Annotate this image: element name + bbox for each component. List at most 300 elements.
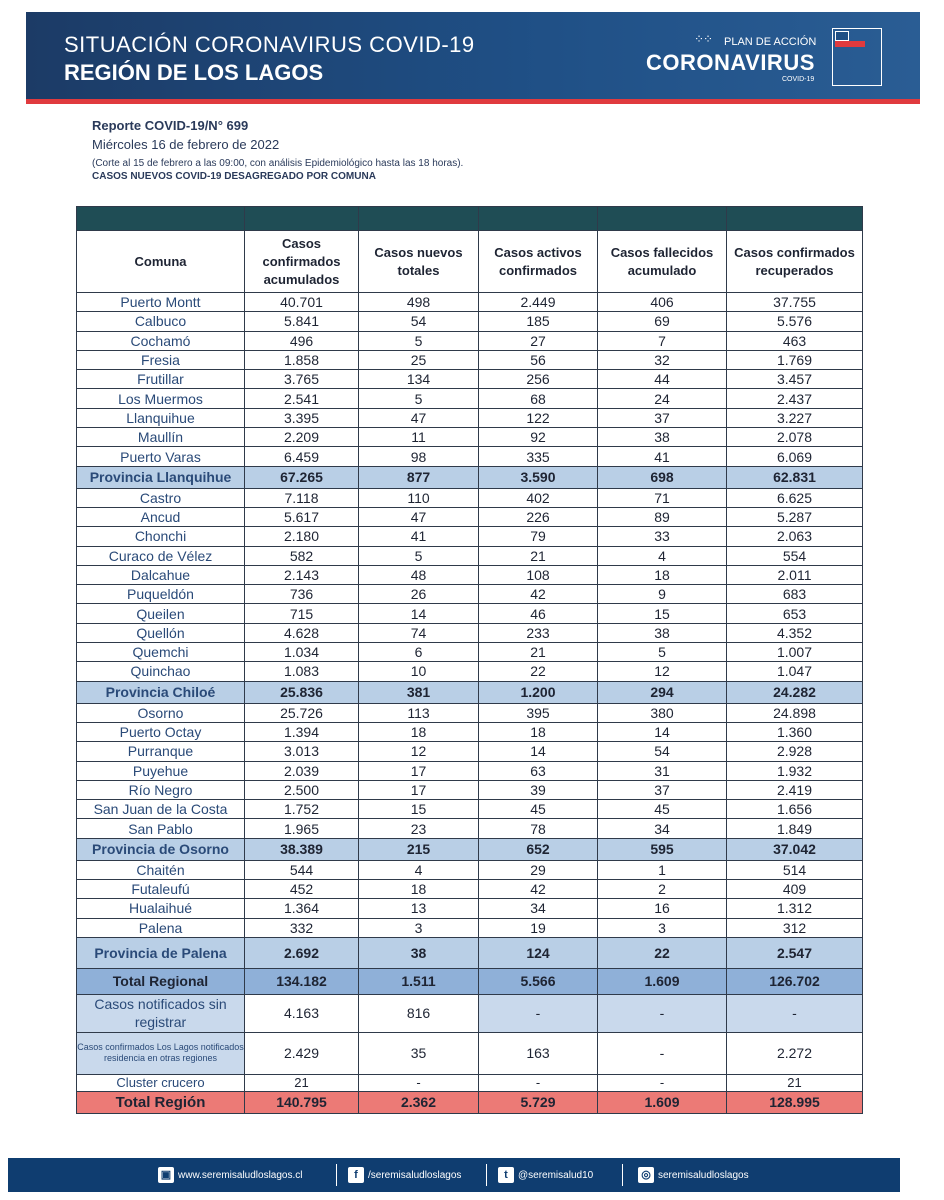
comuna-cell: Provincia de Palena bbox=[77, 937, 245, 968]
value-cell: 69 bbox=[598, 312, 727, 331]
footer-web-text: www.seremisaludloslagos.cl bbox=[178, 1169, 303, 1181]
comuna-cell: Cluster crucero bbox=[77, 1074, 245, 1091]
value-cell: 514 bbox=[727, 860, 863, 879]
report-header bbox=[26, 12, 920, 104]
value-cell: 6.625 bbox=[727, 488, 863, 507]
value-cell: 14 bbox=[479, 742, 598, 761]
value-cell: - bbox=[359, 1074, 479, 1091]
value-cell: 496 bbox=[245, 331, 359, 350]
table-row bbox=[77, 408, 863, 427]
value-cell: 2.143 bbox=[245, 565, 359, 584]
value-cell: 7.118 bbox=[245, 488, 359, 507]
value-cell: 554 bbox=[727, 546, 863, 565]
value-cell: 47 bbox=[359, 408, 479, 427]
value-cell: 41 bbox=[359, 527, 479, 546]
value-cell: 39 bbox=[479, 780, 598, 799]
value-cell: 46 bbox=[479, 604, 598, 623]
value-cell: 2.692 bbox=[245, 937, 359, 968]
report-date: Miércoles 16 de febrero de 2022 bbox=[92, 137, 280, 152]
value-cell: 17 bbox=[359, 761, 479, 780]
value-cell: 17 bbox=[359, 780, 479, 799]
comuna-cell: Puqueldón bbox=[77, 585, 245, 604]
value-cell: 34 bbox=[598, 819, 727, 838]
value-cell: 3.765 bbox=[245, 370, 359, 389]
province-subtotal-row bbox=[77, 838, 863, 860]
value-cell: 56 bbox=[479, 350, 598, 369]
value-cell: 4 bbox=[359, 860, 479, 879]
value-cell: 1.360 bbox=[727, 722, 863, 741]
comuna-cell: Puyehue bbox=[77, 761, 245, 780]
value-cell: 395 bbox=[479, 703, 598, 722]
value-cell: 4 bbox=[598, 546, 727, 565]
table-row bbox=[77, 565, 863, 584]
value-cell: 67.265 bbox=[245, 466, 359, 488]
footer-web[interactable] bbox=[158, 1167, 303, 1183]
value-cell: 1.609 bbox=[598, 968, 727, 994]
table-row bbox=[77, 703, 863, 722]
comuna-cell: Cochamó bbox=[77, 331, 245, 350]
value-cell: 5.287 bbox=[727, 507, 863, 526]
table-top-band bbox=[77, 207, 863, 231]
value-cell: 5.566 bbox=[479, 968, 598, 994]
value-cell: 3.457 bbox=[727, 370, 863, 389]
comuna-cell: Casos confirmados Los Lagos notificados residencia en otras regiones bbox=[77, 1032, 245, 1074]
comuna-cell: Quellón bbox=[77, 623, 245, 642]
table-row bbox=[77, 370, 863, 389]
table-row bbox=[77, 331, 863, 350]
value-cell: 1.932 bbox=[727, 761, 863, 780]
value-cell: 5 bbox=[359, 546, 479, 565]
value-cell: 14 bbox=[598, 722, 727, 741]
value-cell: - bbox=[727, 994, 863, 1032]
table-row bbox=[77, 507, 863, 526]
column-header: Casos activos confirmados bbox=[479, 231, 598, 293]
table-row bbox=[77, 722, 863, 741]
report-meta bbox=[92, 118, 463, 182]
value-cell: 38 bbox=[598, 428, 727, 447]
comuna-cell: Futaleufú bbox=[77, 880, 245, 899]
comuna-cell: Dalcahue bbox=[77, 565, 245, 584]
value-cell: 402 bbox=[479, 488, 598, 507]
value-cell: 63 bbox=[479, 761, 598, 780]
comuna-cell: Provincia de Osorno bbox=[77, 838, 245, 860]
table-row bbox=[77, 546, 863, 565]
table-row bbox=[77, 585, 863, 604]
value-cell: 1.047 bbox=[727, 662, 863, 681]
value-cell: 1.769 bbox=[727, 350, 863, 369]
unregistered-row bbox=[77, 994, 863, 1032]
value-cell: - bbox=[598, 1074, 727, 1091]
table-row bbox=[77, 860, 863, 879]
value-cell: 2.011 bbox=[727, 565, 863, 584]
value-cell: 18 bbox=[359, 722, 479, 741]
value-cell: 5 bbox=[359, 331, 479, 350]
value-cell: 21 bbox=[479, 546, 598, 565]
comuna-cell: Puerto Varas bbox=[77, 447, 245, 466]
comuna-cell: Hualaihué bbox=[77, 899, 245, 918]
value-cell: 37.042 bbox=[727, 838, 863, 860]
government-logo-icon bbox=[832, 28, 882, 86]
value-cell: 5.617 bbox=[245, 507, 359, 526]
value-cell: 2.063 bbox=[727, 527, 863, 546]
value-cell: - bbox=[598, 1032, 727, 1074]
table-row bbox=[77, 819, 863, 838]
value-cell: 42 bbox=[479, 880, 598, 899]
value-cell: 74 bbox=[359, 623, 479, 642]
twitter-icon: t bbox=[498, 1167, 514, 1183]
value-cell: 2.180 bbox=[245, 527, 359, 546]
table-row bbox=[77, 488, 863, 507]
value-cell: 37 bbox=[598, 408, 727, 427]
comuna-cell: Castro bbox=[77, 488, 245, 507]
value-cell: 2.500 bbox=[245, 780, 359, 799]
brand-plan-label: PLAN DE ACCIÓN bbox=[724, 36, 817, 48]
value-cell: 34 bbox=[479, 899, 598, 918]
value-cell: 463 bbox=[727, 331, 863, 350]
value-cell: 3 bbox=[359, 918, 479, 937]
value-cell: 2.209 bbox=[245, 428, 359, 447]
value-cell: 380 bbox=[598, 703, 727, 722]
value-cell: 18 bbox=[479, 722, 598, 741]
value-cell: 1.656 bbox=[727, 800, 863, 819]
value-cell: 381 bbox=[359, 681, 479, 703]
value-cell: 71 bbox=[598, 488, 727, 507]
table-row bbox=[77, 428, 863, 447]
value-cell: 2.449 bbox=[479, 293, 598, 312]
value-cell: 113 bbox=[359, 703, 479, 722]
table-row bbox=[77, 350, 863, 369]
value-cell: 54 bbox=[598, 742, 727, 761]
comuna-cell: Total Regional bbox=[77, 968, 245, 994]
comuna-cell: Ancud bbox=[77, 507, 245, 526]
value-cell: 185 bbox=[479, 312, 598, 331]
value-cell: 1.858 bbox=[245, 350, 359, 369]
value-cell: 2.928 bbox=[727, 742, 863, 761]
comuna-cell: Queilen bbox=[77, 604, 245, 623]
table-row bbox=[77, 761, 863, 780]
comuna-cell: Los Muermos bbox=[77, 389, 245, 408]
value-cell: 1.849 bbox=[727, 819, 863, 838]
dots-icon: ⁘⁘ bbox=[694, 32, 713, 46]
report-cutoff: (Corte al 15 de febrero a las 09:00, con análisis Epidemiológico hasta las 18 horas). bbox=[92, 158, 464, 169]
comuna-cell: Río Negro bbox=[77, 780, 245, 799]
comuna-cell: Provincia Llanquihue bbox=[77, 466, 245, 488]
value-cell: 35 bbox=[359, 1032, 479, 1074]
comuna-cell: Quemchi bbox=[77, 643, 245, 662]
value-cell: 10 bbox=[359, 662, 479, 681]
value-cell: 653 bbox=[727, 604, 863, 623]
comuna-cell: San Juan de la Costa bbox=[77, 800, 245, 819]
value-cell: 122 bbox=[479, 408, 598, 427]
value-cell: 134.182 bbox=[245, 968, 359, 994]
value-cell: 33 bbox=[598, 527, 727, 546]
value-cell: 2.039 bbox=[245, 761, 359, 780]
value-cell: 5.841 bbox=[245, 312, 359, 331]
province-subtotal-row bbox=[77, 466, 863, 488]
coronavirus-brand-logo bbox=[642, 30, 822, 90]
value-cell: 124 bbox=[479, 937, 598, 968]
column-header: Casos confirmados recuperados bbox=[727, 231, 863, 293]
value-cell: 3 bbox=[598, 918, 727, 937]
header-title-line1: SITUACIÓN CORONAVIRUS COVID-19 bbox=[64, 32, 475, 57]
value-cell: 9 bbox=[598, 585, 727, 604]
value-cell: 31 bbox=[598, 761, 727, 780]
value-cell: 40.701 bbox=[245, 293, 359, 312]
comuna-cell: Osorno bbox=[77, 703, 245, 722]
value-cell: 1.965 bbox=[245, 819, 359, 838]
value-cell: 736 bbox=[245, 585, 359, 604]
comuna-cell: San Pablo bbox=[77, 819, 245, 838]
value-cell: 108 bbox=[479, 565, 598, 584]
value-cell: 2 bbox=[598, 880, 727, 899]
column-header: Casos confirmados acumulados bbox=[245, 231, 359, 293]
value-cell: 2.419 bbox=[727, 780, 863, 799]
table-row bbox=[77, 918, 863, 937]
comuna-cell: Llanquihue bbox=[77, 408, 245, 427]
table-row bbox=[77, 880, 863, 899]
value-cell: - bbox=[598, 994, 727, 1032]
value-cell: 25.836 bbox=[245, 681, 359, 703]
value-cell: 12 bbox=[598, 662, 727, 681]
table-row bbox=[77, 662, 863, 681]
value-cell: 25 bbox=[359, 350, 479, 369]
value-cell: 4.352 bbox=[727, 623, 863, 642]
footer-instagram[interactable] bbox=[638, 1167, 749, 1183]
value-cell: 3.013 bbox=[245, 742, 359, 761]
comuna-cell: Frutillar bbox=[77, 370, 245, 389]
value-cell: - bbox=[479, 994, 598, 1032]
value-cell: 13 bbox=[359, 899, 479, 918]
comuna-cell: Provincia Chiloé bbox=[77, 681, 245, 703]
footer-facebook-text: /seremisaludloslagos bbox=[368, 1169, 462, 1181]
value-cell: 877 bbox=[359, 466, 479, 488]
value-cell: 62.831 bbox=[727, 466, 863, 488]
footer-twitter-text: @seremisalud10 bbox=[518, 1169, 594, 1181]
value-cell: 2.437 bbox=[727, 389, 863, 408]
value-cell: 25.726 bbox=[245, 703, 359, 722]
value-cell: 1.200 bbox=[479, 681, 598, 703]
value-cell: 452 bbox=[245, 880, 359, 899]
value-cell: 15 bbox=[359, 800, 479, 819]
value-cell: 140.795 bbox=[245, 1091, 359, 1113]
value-cell: 1.312 bbox=[727, 899, 863, 918]
value-cell: 92 bbox=[479, 428, 598, 447]
table-header-row bbox=[77, 231, 863, 293]
value-cell: 6.069 bbox=[727, 447, 863, 466]
column-header: Comuna bbox=[77, 231, 245, 293]
value-cell: 14 bbox=[359, 604, 479, 623]
report-subtitle: CASOS NUEVOS COVID-19 DESAGREGADO POR COMUNA bbox=[92, 171, 376, 182]
comuna-cell: Puerto Octay bbox=[77, 722, 245, 741]
value-cell: 409 bbox=[727, 880, 863, 899]
value-cell: 27 bbox=[479, 331, 598, 350]
value-cell: 45 bbox=[598, 800, 727, 819]
value-cell: 6.459 bbox=[245, 447, 359, 466]
value-cell: 2.078 bbox=[727, 428, 863, 447]
comuna-cell: Puerto Montt bbox=[77, 293, 245, 312]
comuna-cell: Chaitén bbox=[77, 860, 245, 879]
comuna-cell: Chonchi bbox=[77, 527, 245, 546]
comuna-cell: Casos notificados sin registrar bbox=[77, 994, 245, 1032]
value-cell: 37 bbox=[598, 780, 727, 799]
value-cell: 4.628 bbox=[245, 623, 359, 642]
comuna-cell: Palena bbox=[77, 918, 245, 937]
brand-name: CORONAVIRUS bbox=[646, 50, 815, 75]
value-cell: 312 bbox=[727, 918, 863, 937]
value-cell: 38.389 bbox=[245, 838, 359, 860]
value-cell: 44 bbox=[598, 370, 727, 389]
comuna-cell: Purranque bbox=[77, 742, 245, 761]
value-cell: 5.576 bbox=[727, 312, 863, 331]
value-cell: 1.034 bbox=[245, 643, 359, 662]
table-row bbox=[77, 623, 863, 642]
value-cell: 16 bbox=[598, 899, 727, 918]
value-cell: 18 bbox=[598, 565, 727, 584]
total-region-row bbox=[77, 1091, 863, 1113]
footer-facebook[interactable] bbox=[348, 1167, 461, 1183]
value-cell: 226 bbox=[479, 507, 598, 526]
value-cell: 21 bbox=[479, 643, 598, 662]
table-row bbox=[77, 312, 863, 331]
value-cell: 294 bbox=[598, 681, 727, 703]
total-regional-row bbox=[77, 968, 863, 994]
web-icon: ▣ bbox=[158, 1167, 174, 1183]
value-cell: 78 bbox=[479, 819, 598, 838]
value-cell: 22 bbox=[479, 662, 598, 681]
value-cell: 47 bbox=[359, 507, 479, 526]
table-row bbox=[77, 389, 863, 408]
table-row bbox=[77, 527, 863, 546]
value-cell: 652 bbox=[479, 838, 598, 860]
instagram-icon: ◎ bbox=[638, 1167, 654, 1183]
report-number: Reporte COVID-19/N° 699 bbox=[92, 118, 249, 133]
value-cell: 19 bbox=[479, 918, 598, 937]
header-title-line2: REGIÓN DE LOS LAGOS bbox=[64, 60, 324, 85]
value-cell: 1 bbox=[598, 860, 727, 879]
value-cell: 1.083 bbox=[245, 662, 359, 681]
value-cell: 816 bbox=[359, 994, 479, 1032]
table-row bbox=[77, 604, 863, 623]
value-cell: 544 bbox=[245, 860, 359, 879]
table-row bbox=[77, 899, 863, 918]
value-cell: 12 bbox=[359, 742, 479, 761]
cluster-row bbox=[77, 1074, 863, 1091]
facebook-icon: f bbox=[348, 1167, 364, 1183]
value-cell: 163 bbox=[479, 1032, 598, 1074]
value-cell: 68 bbox=[479, 389, 598, 408]
value-cell: 15 bbox=[598, 604, 727, 623]
value-cell: 5 bbox=[359, 389, 479, 408]
value-cell: 1.511 bbox=[359, 968, 479, 994]
table-row bbox=[77, 780, 863, 799]
value-cell: 54 bbox=[359, 312, 479, 331]
value-cell: 1.752 bbox=[245, 800, 359, 819]
value-cell: 89 bbox=[598, 507, 727, 526]
value-cell: 233 bbox=[479, 623, 598, 642]
value-cell: 134 bbox=[359, 370, 479, 389]
value-cell: 6 bbox=[359, 643, 479, 662]
value-cell: 110 bbox=[359, 488, 479, 507]
column-header: Casos nuevos totales bbox=[359, 231, 479, 293]
value-cell: 18 bbox=[359, 880, 479, 899]
value-cell: 2.541 bbox=[245, 389, 359, 408]
value-cell: 48 bbox=[359, 565, 479, 584]
comuna-cell: Total Región bbox=[77, 1091, 245, 1113]
value-cell: 332 bbox=[245, 918, 359, 937]
value-cell: 29 bbox=[479, 860, 598, 879]
value-cell: 3.395 bbox=[245, 408, 359, 427]
value-cell: 5 bbox=[598, 643, 727, 662]
value-cell: 38 bbox=[359, 937, 479, 968]
value-cell: 128.995 bbox=[727, 1091, 863, 1113]
comuna-cell: Fresia bbox=[77, 350, 245, 369]
value-cell: 2.272 bbox=[727, 1032, 863, 1074]
value-cell: 41 bbox=[598, 447, 727, 466]
value-cell: 3.227 bbox=[727, 408, 863, 427]
footer-bar bbox=[8, 1158, 900, 1192]
value-cell: 1.007 bbox=[727, 643, 863, 662]
comuna-cell: Curaco de Vélez bbox=[77, 546, 245, 565]
value-cell: 38 bbox=[598, 623, 727, 642]
covid-cases-table bbox=[76, 206, 863, 1114]
value-cell: 498 bbox=[359, 293, 479, 312]
value-cell: 24.282 bbox=[727, 681, 863, 703]
value-cell: 1.394 bbox=[245, 722, 359, 741]
province-subtotal-row bbox=[77, 681, 863, 703]
other-region-row bbox=[77, 1032, 863, 1074]
value-cell: 32 bbox=[598, 350, 727, 369]
value-cell: 24 bbox=[598, 389, 727, 408]
value-cell: 406 bbox=[598, 293, 727, 312]
value-cell: 698 bbox=[598, 466, 727, 488]
value-cell: 21 bbox=[727, 1074, 863, 1091]
value-cell: 37.755 bbox=[727, 293, 863, 312]
value-cell: 582 bbox=[245, 546, 359, 565]
table-row bbox=[77, 800, 863, 819]
comuna-cell: Maullín bbox=[77, 428, 245, 447]
value-cell: - bbox=[479, 1074, 598, 1091]
value-cell: 2.547 bbox=[727, 937, 863, 968]
value-cell: 715 bbox=[245, 604, 359, 623]
table-row bbox=[77, 293, 863, 312]
value-cell: 683 bbox=[727, 585, 863, 604]
value-cell: 21 bbox=[245, 1074, 359, 1091]
comuna-cell: Quinchao bbox=[77, 662, 245, 681]
brand-sub-label: COVID-19 bbox=[782, 76, 815, 83]
column-header: Casos fallecidos acumulado bbox=[598, 231, 727, 293]
value-cell: 11 bbox=[359, 428, 479, 447]
value-cell: 595 bbox=[598, 838, 727, 860]
province-subtotal-row bbox=[77, 937, 863, 968]
value-cell: 126.702 bbox=[727, 968, 863, 994]
value-cell: 24.898 bbox=[727, 703, 863, 722]
value-cell: 7 bbox=[598, 331, 727, 350]
value-cell: 215 bbox=[359, 838, 479, 860]
value-cell: 79 bbox=[479, 527, 598, 546]
comuna-cell: Calbuco bbox=[77, 312, 245, 331]
table-row bbox=[77, 742, 863, 761]
value-cell: 2.362 bbox=[359, 1091, 479, 1113]
value-cell: 26 bbox=[359, 585, 479, 604]
value-cell: 45 bbox=[479, 800, 598, 819]
value-cell: 23 bbox=[359, 819, 479, 838]
value-cell: 256 bbox=[479, 370, 598, 389]
value-cell: 42 bbox=[479, 585, 598, 604]
value-cell: 4.163 bbox=[245, 994, 359, 1032]
footer-instagram-text: seremisaludloslagos bbox=[658, 1169, 749, 1181]
value-cell: 335 bbox=[479, 447, 598, 466]
footer-twitter[interactable] bbox=[498, 1167, 593, 1183]
